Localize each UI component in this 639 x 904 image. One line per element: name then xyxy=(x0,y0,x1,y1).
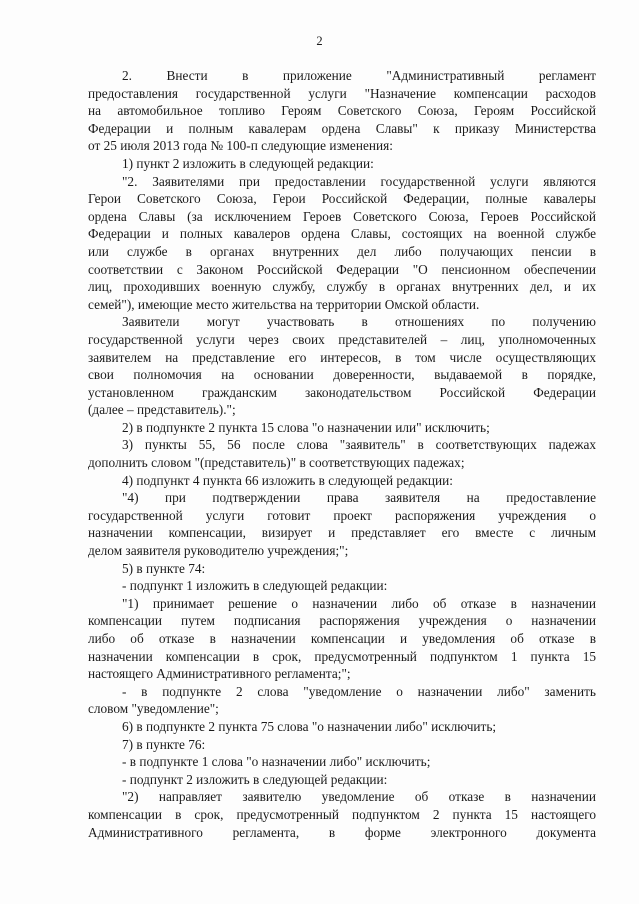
text-line: компенсации путем подписания распоряжения учреждения о назначении xyxy=(88,613,596,629)
text-line: 4) подпункт 4 пункта 66 изложить в следующей редакции: xyxy=(122,472,453,488)
document-body xyxy=(88,67,596,841)
text-line: лиц, проходивших военную службу, службу в органах внутренних дел, и их xyxy=(88,279,596,295)
text-line: дополнить словом "(представитель)" в соответствующих падежах; xyxy=(88,455,465,471)
text-line: 2. Внести в приложение "Административный регламент xyxy=(122,68,596,83)
text-line: "1) принимает решение о назначении либо об отказе в назначении xyxy=(122,595,596,611)
text-line: Заявители могут участвовать в отношениях по получению xyxy=(122,314,596,330)
text-line: компенсации в срок, предусмотренный подпунктом 2 пункта 15 настоящего xyxy=(88,806,596,822)
text-line: ордена Славы (за исключением Героев Советского Союза, Героев Российской xyxy=(88,208,596,224)
text-line: на автомобильное топливо Героям Советского Союза, Героям Российской xyxy=(88,103,596,119)
text-line: "2) направляет заявителю уведомление об отказе в назначении xyxy=(122,789,596,805)
text-line: Федерации и полным кавалерам ордена Славы" к приказу Министерства xyxy=(88,120,596,136)
text-line: соответствии с Законом Российской Федерации "О пенсионном обеспечении xyxy=(88,261,596,277)
text-line: - подпункт 2 изложить в следующей редакции: xyxy=(122,771,388,787)
text-line: или службе в органах внутренних дел либо получающих пенсии в xyxy=(88,243,596,259)
text-line: предоставления государственной услуги "Назначение компенсации расходов xyxy=(88,85,596,101)
text-line: от 25 июля 2013 года № 100-п следующие изменения: xyxy=(88,138,393,154)
text-line: - в подпункте 2 слова "уведомление о назначении либо" заменить xyxy=(122,683,596,699)
text-line: семей"), имеющие место жительства на территории Омской области. xyxy=(88,296,480,312)
text-line: "4) при подтверждении права заявителя на предоставление xyxy=(122,490,596,506)
text-line: Административного регламента, в форме электронного документа xyxy=(88,824,596,840)
text-line: 5) в пункте 74: xyxy=(122,560,206,576)
text-line: 6) в подпункте 2 пункта 75 слова "о назначении либо" исключить; xyxy=(122,718,497,734)
text-line: 1) пункт 2 изложить в следующей редакции: xyxy=(122,155,374,171)
text-line: установленном гражданским законодательством Российской Федерации xyxy=(88,384,596,400)
text-line: Федерации и полных кавалеров ордена Славы, состоящих на военной службе xyxy=(88,226,596,242)
text-line: Герои Советского Союза, Герои Российской Федерации, полные кавалеры xyxy=(88,191,596,207)
text-line: назначении компенсации в срок, предусмотренный подпунктом 1 пункта 15 xyxy=(88,648,596,664)
text-line: государственной услуги через своих представителей – лиц, уполномоченных xyxy=(88,331,596,347)
text-line: 2) в подпункте 2 пункта 15 слова "о назначении или" исключить; xyxy=(122,419,490,435)
text-line: назначении компенсации, визирует и представляет его вместе с личным xyxy=(88,525,596,541)
text-line: заявителем на представление его интересов, в том числе осуществляющих xyxy=(88,349,596,365)
text-line: словом "уведомление"; xyxy=(88,701,219,717)
text-line: делом заявителя руководителю учреждения;"; xyxy=(88,543,349,559)
text-line: 7) в пункте 76: xyxy=(122,736,206,752)
text-line: настоящего Административного регламента;"; xyxy=(88,666,351,682)
text-line: либо об отказе в назначении компенсации и уведомления об отказе в xyxy=(88,631,596,646)
page-number: 2 xyxy=(316,34,323,48)
text-line: (далее – представитель)."; xyxy=(88,402,236,418)
text-line: - подпункт 1 изложить в следующей редакции: xyxy=(122,578,388,594)
text-line: - в подпункте 1 слова "о назначении либо" исключить; xyxy=(122,754,431,770)
text-line: государственной услуги готовит проект распоряжения учреждения о xyxy=(88,507,596,523)
text-line: "2. Заявителями при предоставлении государственной услуги являются xyxy=(122,173,596,189)
text-line: 3) пункты 55, 56 после слова "заявитель" в соответствующих падежах xyxy=(122,437,596,453)
text-line: свои полномочия на основании доверенности, выдаваемой в порядке, xyxy=(88,367,596,383)
